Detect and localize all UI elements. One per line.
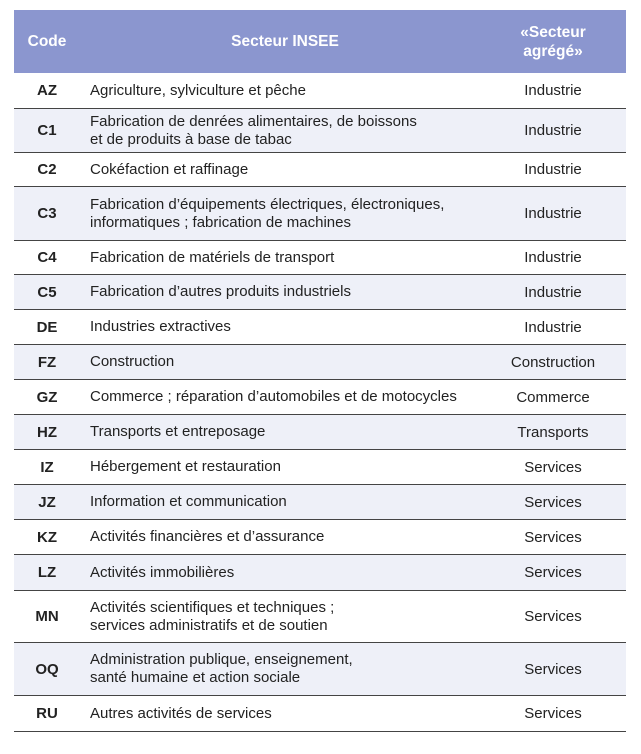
row-sector-line: Fabrication de matériels de transport	[90, 248, 335, 266]
table-row	[14, 591, 626, 643]
sector-table	[14, 10, 626, 732]
row-sector-label	[80, 283, 480, 301]
row-sector-label	[80, 564, 480, 582]
row-sector-line: Transports et entreposage	[90, 423, 266, 440]
row-code: DE	[36, 318, 58, 336]
row-sector-line: santé humaine et action sociale	[90, 669, 301, 686]
table-row	[14, 73, 626, 109]
table-row	[14, 153, 626, 187]
row-sector-line: Commerce ; réparation d’automobiles et de motocycles	[90, 388, 457, 405]
header-aggregated-line-1: «Secteur	[520, 23, 586, 41]
row-sector-label	[80, 353, 480, 371]
row-sector-line: Activités financières et d’assurance	[90, 528, 325, 545]
row-code: LZ	[37, 564, 57, 581]
header-aggregated-line-2: agrégé»	[523, 42, 583, 60]
row-code: C4	[37, 249, 57, 266]
row-sector-label	[80, 493, 480, 511]
row-code: C2	[37, 161, 57, 178]
row-aggregated-sector: Industrie	[524, 122, 582, 139]
table-row	[14, 696, 626, 732]
row-sector-label	[80, 423, 480, 441]
row-code: IZ	[40, 458, 54, 476]
row-aggregated-sector: Industrie	[524, 249, 582, 266]
table-row	[14, 187, 626, 241]
row-code: KZ	[37, 528, 57, 546]
header-sector: Secteur INSEE	[231, 32, 339, 50]
table-row	[14, 241, 626, 275]
row-aggregated-sector: Services	[524, 608, 582, 625]
row-sector-label	[80, 458, 480, 476]
row-sector-line: Agriculture, sylviculture et pêche	[90, 81, 306, 99]
row-code: HZ	[37, 423, 57, 441]
row-aggregated-sector: Industrie	[524, 82, 582, 99]
row-sector-line: Cokéfaction et raffinage	[90, 160, 249, 178]
row-sector-label	[80, 161, 480, 179]
row-aggregated-sector: Transports	[517, 423, 589, 441]
row-sector-label	[80, 82, 480, 100]
row-aggregated-sector: Services	[524, 458, 582, 476]
row-sector-line: services administratifs et de soutien	[90, 616, 328, 634]
header-code: Code	[27, 32, 67, 50]
header-aggregated-sector	[480, 23, 626, 61]
row-code: C3	[37, 205, 57, 222]
row-sector-label	[80, 318, 480, 336]
table-header	[14, 10, 626, 73]
table-row	[14, 415, 626, 450]
row-code: MN	[35, 608, 59, 625]
row-aggregated-sector: Services	[524, 564, 582, 581]
row-sector-label	[80, 528, 480, 546]
row-sector-line: Information et communication	[90, 493, 287, 510]
row-sector-line: Industries extractives	[90, 318, 231, 335]
table-row	[14, 555, 626, 591]
row-aggregated-sector: Services	[524, 660, 582, 678]
table-row	[14, 310, 626, 345]
row-sector-line: Fabrication d’équipements électriques, électroniques,	[90, 195, 445, 213]
row-aggregated-sector: Services	[524, 493, 582, 511]
table-row	[14, 275, 626, 310]
row-aggregated-sector: Industrie	[524, 283, 582, 301]
row-sector-line: Autres activités de services	[90, 704, 272, 722]
table-row	[14, 450, 626, 485]
row-aggregated-sector: Services	[524, 705, 582, 722]
row-aggregated-sector: Services	[524, 528, 582, 546]
row-aggregated-sector: Industrie	[524, 205, 582, 222]
table-row	[14, 485, 626, 520]
row-sector-line: Fabrication de denrées alimentaires, de boissons	[90, 112, 417, 130]
row-code: AZ	[37, 82, 57, 99]
row-sector-line: Activités immobilières	[90, 563, 235, 581]
row-sector-line: Administration publique, enseignement,	[90, 651, 353, 668]
row-code: JZ	[38, 493, 56, 511]
row-aggregated-sector: Industrie	[524, 318, 582, 336]
row-sector-line: Fabrication d’autres produits industriels	[90, 283, 351, 300]
row-aggregated-sector: Construction	[510, 353, 596, 371]
row-sector-label	[80, 388, 480, 406]
table-row	[14, 345, 626, 380]
row-aggregated-sector: Industrie	[524, 161, 582, 178]
table-body	[14, 73, 626, 732]
row-sector-label	[80, 113, 480, 149]
table-row	[14, 643, 626, 696]
row-sector-label	[80, 651, 480, 687]
row-code: OQ	[35, 660, 59, 678]
table-row	[14, 380, 626, 415]
row-aggregated-sector: Commerce	[516, 388, 590, 406]
row-sector-line: et de produits à base de tabac	[90, 130, 292, 148]
row-sector-line: informatiques ; fabrication de machines	[90, 213, 351, 231]
row-sector-label	[80, 705, 480, 723]
row-code: FZ	[37, 353, 57, 371]
row-code: GZ	[36, 388, 58, 406]
row-sector-line: Hébergement et restauration	[90, 458, 281, 475]
row-sector-label	[80, 196, 480, 232]
row-sector-line: Activités scientifiques et techniques ;	[90, 598, 335, 616]
table-row	[14, 109, 626, 153]
row-sector-label	[80, 599, 480, 635]
table-row	[14, 520, 626, 555]
row-code: C5	[37, 283, 57, 301]
row-sector-label	[80, 249, 480, 267]
row-code: RU	[36, 705, 58, 722]
row-code: C1	[37, 122, 57, 139]
row-sector-line: Construction	[90, 353, 175, 370]
